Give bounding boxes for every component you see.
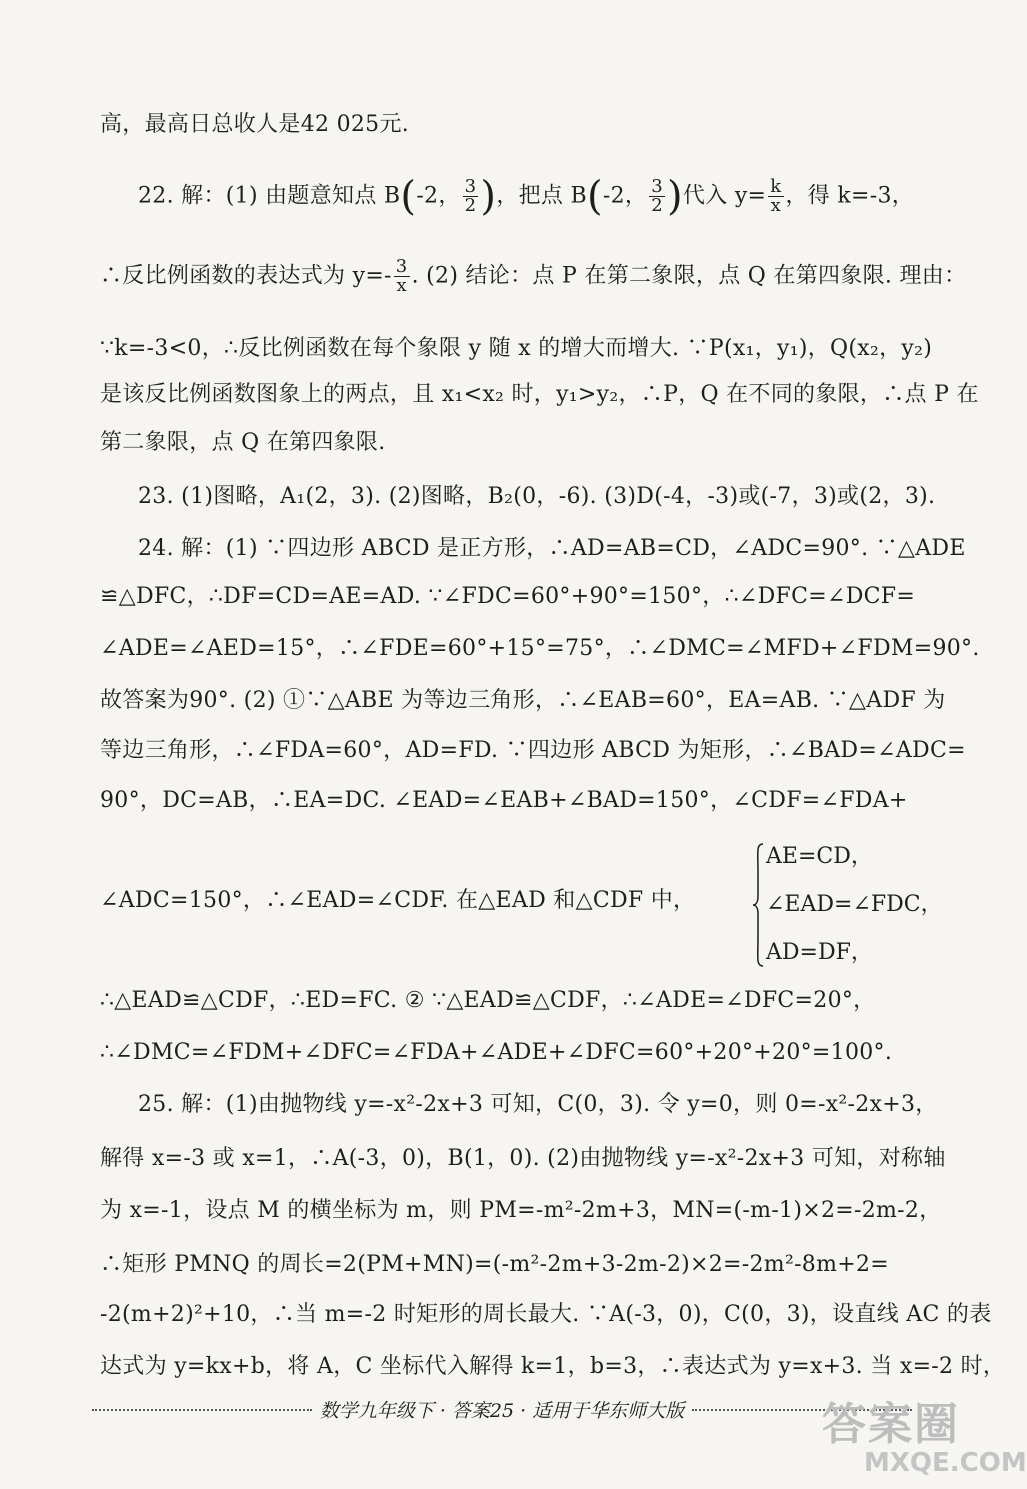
q25-line-5: -2(m+2)²+10，∴当 m=-2 时矩形的周长最大. ∵A(-3，0)，C(0，3)，设直线 AC 的表: [100, 1302, 992, 1327]
q23-line: 23. (1)图略，A₁(2，3). (2)图略，B₂(0，-6). (3)D(-4，-3)或(-7，3)或(2，3).: [138, 484, 936, 509]
paren-close: ): [480, 173, 497, 220]
q22-point-x-2: -2，: [602, 183, 648, 209]
q24-line-9: ∴∠DMC=∠FDM+∠DFC=∠FDA+∠ADE+∠DFC=60°+20°+20°=100°.: [100, 1040, 893, 1065]
paren-open: (: [400, 173, 417, 220]
q24-line-5: 等边三角形，∴∠FDA=60°，AD=FD. ∵四边形 ABCD 为矩形，∴∠BAD=∠ADC=: [100, 738, 966, 763]
footer-text: 数学九年级下 · 答案25 · 适用于华东师大版: [319, 1399, 685, 1422]
fraction-den: x: [770, 195, 782, 216]
paren-close-2: ): [667, 173, 683, 220]
paren-open-2: (: [587, 173, 603, 220]
q24-line-2: ≌△DFC，∴DF=CD=AE=AD. ∵∠FDC=60°+90°=150°，∴∠DFC=∠DCF=: [100, 584, 916, 609]
q22-line-2: [100, 256, 967, 296]
fraction-k-x: [768, 178, 783, 215]
watermark-logo: [822, 1388, 1027, 1484]
fraction-den: 2: [651, 195, 664, 216]
watermark-title: 答案圈: [822, 1399, 960, 1450]
q22-point-x: -2，: [416, 183, 461, 209]
q24-line-3: ∠ADE=∠AED=15°，∴∠FDE=60°+15°=75°，∴∠DMC=∠MFD+∠FDM=90°.: [100, 636, 980, 661]
q22-intro: 22. 解：(1) 由题意知点 B: [138, 183, 401, 209]
q22-line-3: ∵k=-3<0，∴反比例函数在每个象限 y 随 x 的增大而增大. ∵P(x₁，y₁)，Q(x₂，y₂): [100, 336, 933, 361]
q24-line-1: 24. 解：(1) ∵四边形 ABCD 是正方形，∴AD=AB=CD，∠ADC=90°. ∵△ADE: [138, 536, 966, 561]
watermark-url: MXQE.COM: [864, 1448, 1027, 1478]
q24-line-7: ∠ADC=150°，∴∠EAD=∠CDF. 在△EAD 和△CDF 中，: [100, 888, 696, 913]
q22-expression: ∴反比例函数的表达式为 y=-: [100, 263, 392, 289]
fraction-num: 3: [395, 256, 408, 277]
q25-line-2: 解得 x=-3 或 x=1，∴A(-3，0)，B(1，0). (2)由抛物线 y=-x²-2x+3 可知，对称轴: [100, 1146, 946, 1171]
left-brace-icon: [752, 842, 764, 968]
q22-substitute: ，把点 B: [496, 183, 587, 209]
fraction-3-2: [463, 178, 479, 215]
fraction-den: x: [396, 275, 407, 296]
q22-result-k: ，得 k=-3，: [785, 183, 915, 209]
text-line-1: 高，最高日总收人是42 025元.: [100, 112, 410, 137]
q24-line-8: ∴△EAD≌△CDF，∴ED=FC. ② ∵△EAD≌△CDF，∴∠ADE=∠DFC=20°，: [100, 988, 876, 1013]
q22-line-1: [138, 173, 942, 220]
equation-system: [752, 842, 952, 968]
system-eq-3: AD=DF，: [766, 940, 873, 965]
fraction-3-2-second: [649, 178, 665, 215]
q22-line-5: 第二象限，点 Q 在第四象限.: [100, 430, 386, 455]
system-eq-2: ∠EAD=∠FDC，: [766, 892, 943, 917]
fraction-num: 3: [464, 176, 477, 197]
q25-line-3: 为 x=-1，设点 M 的横坐标为 m，则 PM=-m²-2m+3，MN=(-m-1)×2=-2m-2，: [100, 1198, 942, 1223]
q22-into-y: 代入 y=: [682, 183, 767, 209]
q25-line-6: 达式为 y=kx+b，将 A，C 坐标代入解得 k=1，b=3，∴表达式为 y=x+3. 当 x=-2 时，: [100, 1354, 1006, 1379]
q25-line-4: ∴矩形 PMNQ 的周长=2(PM+MN)=(-m²-2m+3-2m-2)×2=-2m²-8m+2=: [100, 1252, 890, 1277]
fraction-num: k: [770, 176, 782, 197]
q24-line-4: 故答案为90°. (2) ①∵△ABE 为等边三角形，∴∠EAB=60°，EA=AB. ∵△ADF 为: [100, 688, 946, 713]
q25-line-1: 25. 解：(1)由抛物线 y=-x²-2x+3 可知，C(0，3). 令 y=0，则 0=-x²-2x+3，: [138, 1092, 938, 1117]
page-footer: [92, 1394, 912, 1424]
fraction-3-x: [394, 258, 410, 295]
q24-line-6: 90°，DC=AB，∴EA=DC. ∠EAD=∠EAB+∠BAD=150°，∠CDF=∠FDA+: [100, 788, 908, 813]
footer-dots-left: [92, 1409, 312, 1411]
fraction-den: 2: [464, 195, 477, 216]
system-eq-1: AE=CD，: [766, 844, 873, 869]
fraction-num: 3: [651, 176, 664, 197]
q22-conclusion: . (2) 结论：点 P 在第二象限，点 Q 在第四象限. 理由：: [411, 263, 967, 289]
q22-line-4: 是该反比例函数图象上的两点，且 x₁<x₂ 时，y₁>y₂，∴P，Q 在不同的象限，∴点 P 在: [100, 382, 979, 407]
